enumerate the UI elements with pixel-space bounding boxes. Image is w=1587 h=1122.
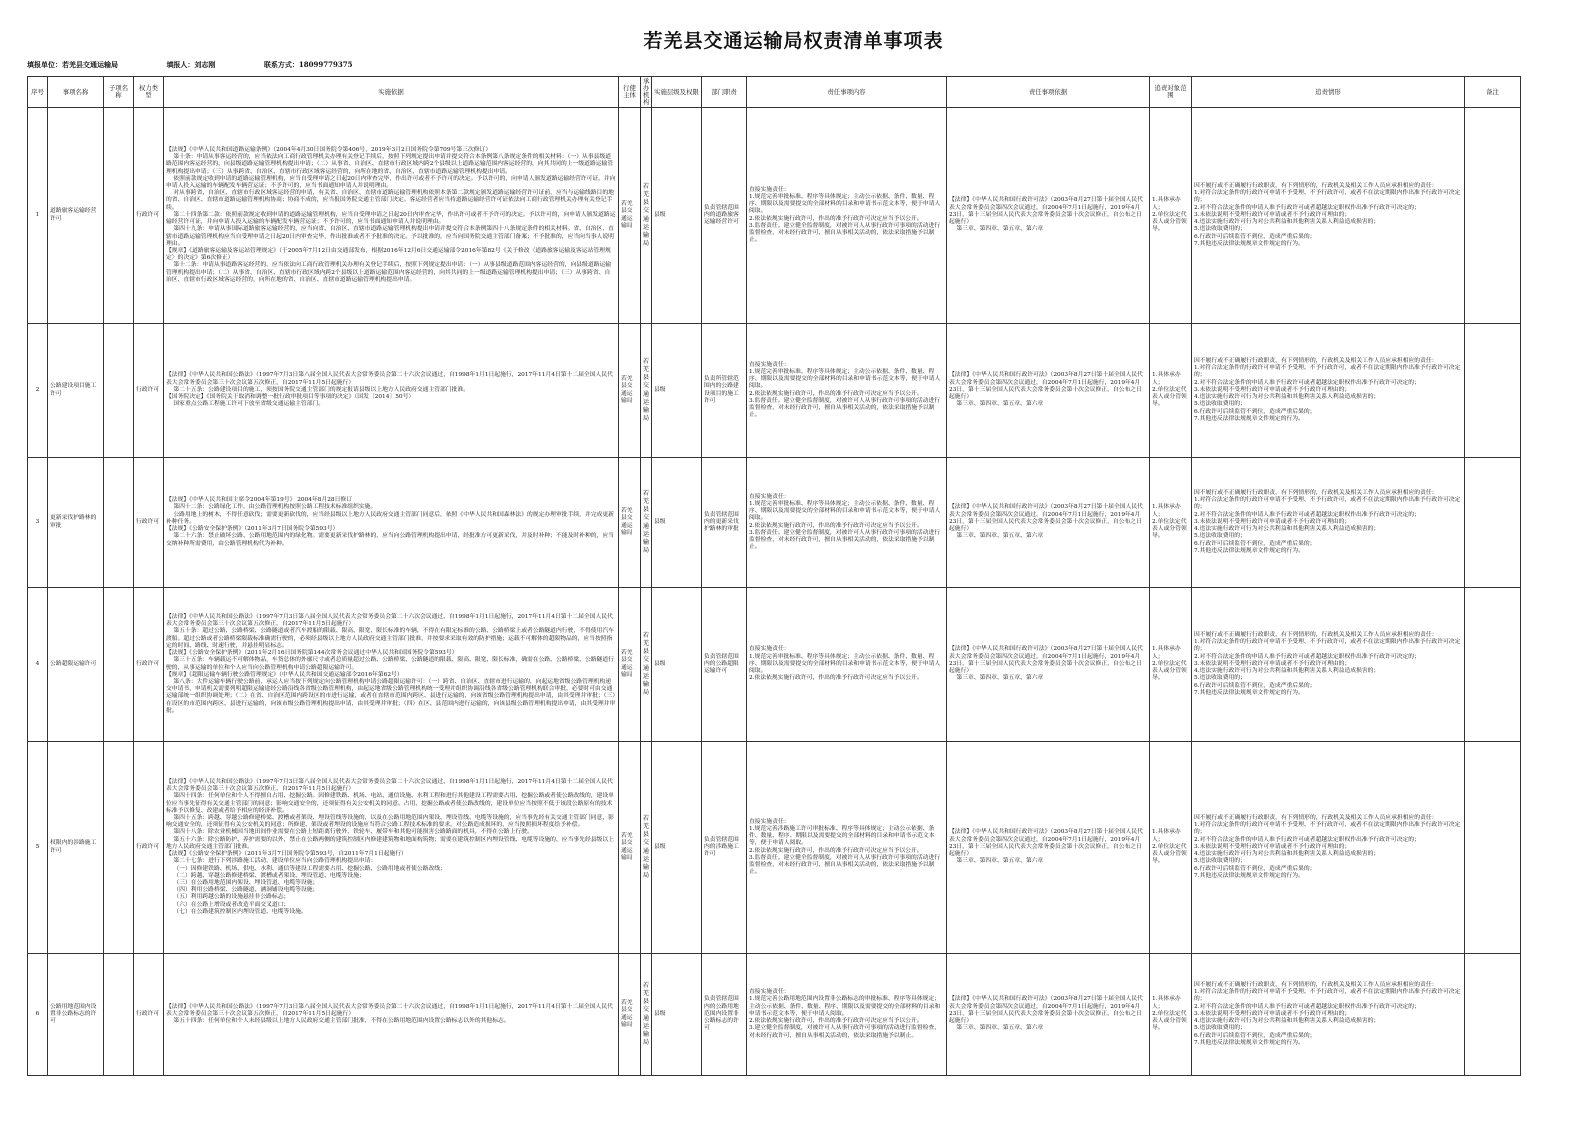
header-subject: 行使主体 bbox=[619, 77, 641, 108]
cell-item-name: 公路用地范围内设置非公路标志的许可 bbox=[48, 954, 104, 1076]
cell-note bbox=[1465, 458, 1521, 588]
cell-reason: 【法律】《中华人民共和国行政许可法》（2003年8月27日第十届全国人民代表大会常务委员会第四次会议通过，自2004年7月1日起施行，2019年4月23日，第十三届全国人民代表大会常务委员会第十次会议修正，自公布之日起施行） 第三章、第四章、第五章、第六章 bbox=[947, 588, 1150, 742]
cell-subject: 若羌县交通运输局 bbox=[619, 108, 641, 324]
cell-no: 3 bbox=[28, 458, 48, 588]
table-row bbox=[28, 588, 1521, 742]
cell-power-type: 行政许可 bbox=[134, 588, 164, 742]
cell-no: 1 bbox=[28, 108, 48, 324]
cell-power-type: 行政许可 bbox=[134, 458, 164, 588]
cell-item-name: 公路建设项目施工许可 bbox=[48, 324, 104, 458]
cell-note bbox=[1465, 954, 1521, 1076]
cell-target: 1.具体承办人； 2.单位法定代表人或分管领导。 bbox=[1150, 954, 1192, 1076]
filler-name: 填报人：刘志刚 bbox=[166, 60, 216, 69]
cell-basis: 【法规】《中华人民共和国道路运输条例》（2004年4月30日国务院令第406号，2019年3月2日国务院令第709号第三次修订） 第十条：申请从事客运经营的，应当依法向工商行政管理机关办理有关登记手续后，按照下列规定提出申请并提交符合本条例第八条规定条件的相关材料：（一）从事县级道路范围内客运经营的，向县级道路运输管理机构提出申请；（二）从事省、自治区、直辖市行政区域内跨2个县级以上道路运输范围内客运经营的，向其共同的上一级道路运输管理机构提出申请；（三）从事跨省、自治区、直辖市行政区域客运经营的，向所在地的省、自治区、直辖市道路运输管理机构提出申请。 依照前款规定收到申请的道路运输管理机构，应当自受理申请之日起20日内审查完毕，作出许可或者不予许可的决定。予以许可的，向申请人颁发道路运输经营许可证，并向申请人投入运输的车辆配发车辆营运证；不予许可的，应当书面通知申请人并说明理由。 对从事跨省、自治区、直辖市行政区域客运经营的申请，有关省、自治区、直辖市道路运输管理机构依照本条第二款规定颁发道路运输经营许可证前，应当与运输线路目的地的省、自治区、直辖市道路运输管理机构协商；协商不成的，应当报国务院交通主管部门决定。客运经营者应当持道路运输经营许可证依法向工商行政管理机关办理有关登记手续。 第二十四条第二款：依照前款规定收到申请的道路运输管理机构，应当自受理申请之日起20日内审查完毕，作出许可或者不予许可的决定。予以许可的，向申请人颁发道路运输经营许可证，并向申请人投入运输的车辆配发车辆营运证；不予许可的，应当书面通知申请人并说明理由。 第四十九条：申请从事国际道路旅客运输经营的，应当向省、自治区、直辖市道路运输管理机构提出申请并提交符合本条例第四十八条规定条件的相关材料。省、自治区、直辖市道路运输管理机构应当自受理申请之日起20日内审查完毕，作出批准或者不予批准的决定。予以批准的，应当向国务院交通主管部门备案；不予批准的，应当向当事人说明理由。 【规章】《道路旅客运输及客运站管理规定》（于2005年7月12日由交通部发布，根据2016年12月6日交通运输部令2016年第82号《关于修改〈道路旅客运输及客运站管理规定〉的决定》第6次修正） 第十二条：申请从事道路客运经营的，应当依法向工商行政管理机关办理有关登记手续后，按照下列规定提出申请：（一）从事县级道路范围内客运经营的，向县级道路运输管理机构提出申请；（二）从事省、自治区、直辖市行政区域内跨2个县级以上道路运输范围内客运经营的，向其共同的上一级道路运输管理机构提出申请；（三）从事跨省、自治区、直辖市行政区域客运经营的，向所在地的省、自治区、直辖市道路运输管理机构提出申请。 bbox=[164, 108, 619, 324]
cell-note bbox=[1465, 108, 1521, 324]
cell-cases: 因不履行或不正确履行行政职责，有下列情形的，行政机关及相关工作人员应承担相应的责任： 1.对符合法定条件的行政许可申请不予受理、不予行政许可，或者不在法定期限内作出准予行政许可决定的； 2.对不符合法定条件的申请人准予行政许可或者超越法定职权作出准予行政许可决定的； 3.未依法说明不受理行政许可申请或者不予行政许可理由的； 4.违法实施行政许可行为对公共利益和其他利害关系人利益造成损害的； 5.违法收取费用的； 6.行政许可后续监管不到位，造成严重后果的； 7.其他违反法律法规规章文件规定的行为。 bbox=[1192, 108, 1465, 324]
cell-no: 4 bbox=[28, 588, 48, 742]
cell-duty: 负责所管辖范围内的公路建设项目的施工许可 bbox=[702, 324, 747, 458]
header-sub-item: 子项名称 bbox=[104, 77, 134, 108]
table-row bbox=[28, 108, 1521, 324]
cell-content: 直接实施责任： 1.规范完善公路用地范围内设置非公路标志的审批标准、程序等具体规定；主动公示依据、条件、数量、程序、期限以及需要提交的全部材料的目录和申请书示范文本等，便于申请人阅取。 2.依法依规实施行政许可，作出的准予行政许可决定应当予以公开。 3.建立健全监督制度，对被许可人从事行政许可事项的活动进行监督检查，对未经行政许可，擅自从事相关活动的，依法采取措施予以制止。 bbox=[747, 954, 947, 1076]
cell-note bbox=[1465, 588, 1521, 742]
cell-org-text: 若羌县交通运输局 bbox=[642, 814, 650, 880]
cell-content: 直接实施责任： 1.规范完善涉路施工许可审批标准、程序等具体规定；主动公示依据、条件、数量、程序、期限以及需要提交的全部材料的目录和申请书示范文本等，便于申请人阅取。 2.依法依规实施行政许可，作出的准予行政许可决定应当予以公开。 3.监督责任。建立健全监督制度，对被许可人从事行政许可事项的活动进行监督检查，对未经行政许可，擅自从事相关活动的，依法采取措施予以制止。 bbox=[747, 742, 947, 954]
cell-content: 直接实施责任： 1.规范完善审批标准、程序等具体规定；主动公示依据、条件、数量、程序、期限以及需要提交的全部材料的目录和申请书示范文本等，便于申请人阅取。 2.依法依规实施行政许可，作出的准予行政许可决定应当予以公开。 3.监督责任。建立健全监督制度，对被许可人从事行政许可事项的活动进行监督检查，对未经行政许可，擅自从事相关活动的，依法采取措施予以制止。 bbox=[747, 324, 947, 458]
cell-target: 1.具体承办人； 2.单位法定代表人或分管领导。 bbox=[1150, 458, 1192, 588]
cell-sub-item bbox=[104, 954, 134, 1076]
cell-target: 1.具体承办人； 2.单位法定代表人或分管领导。 bbox=[1150, 742, 1192, 954]
cell-power-type: 行政许可 bbox=[134, 108, 164, 324]
cell-no: 5 bbox=[28, 742, 48, 954]
cell-duty: 负责管辖范围内的涉路施工许可 bbox=[702, 742, 747, 954]
header-reason: 责任事项依据 bbox=[947, 77, 1150, 108]
cell-duty: 负责管辖范围内的公路用地范围内设置非公路标志的许可 bbox=[702, 954, 747, 1076]
cell-content: 直接实施责任： 1.规范完善审批标准、程序等具体规定；主动公示依据、条件、数量、程序、期限以及需要提交的全部材料的目录和申请书示范文本等，便于申请人阅取。 2.依法依规实施行政许可，作出的准予行政许可决定应当予以公开。 3.监督责任。建立健全监督制度，对被许可人从事行政许可事项的活动进行监督检查，对未经行政许可，擅自从事相关活动的，依法采取措施予以制止。 bbox=[747, 458, 947, 588]
page-title: 若羌县交通运输局权责清单事项表 bbox=[643, 30, 944, 52]
header-no: 序号 bbox=[28, 77, 48, 108]
header-content: 责任事项内容 bbox=[747, 77, 947, 108]
cell-org bbox=[641, 108, 652, 324]
cell-reason: 【法律】《中华人民共和国行政许可法》（2003年8月27日第十届全国人民代表大会常务委员会第四次会议通过，自2004年7月1日起施行，2019年4月23日，第十三届全国人民代表大会常务委员会第十次会议修正，自公布之日起施行） 第三章、第四章、第五章、第六章 bbox=[947, 458, 1150, 588]
cell-content: 直接实施责任： 1.规范完善审批标准、程序等具体规定；主动公示依据、条件、数量、程序、期限以及需要提交的全部材料的目录和申请书示范文本等，便于申请人阅取。 2.依法依规实施行政许可，作出的准予行政许可决定应当予以公开。 bbox=[747, 588, 947, 742]
cell-reason: 【法律】《中华人民共和国行政许可法》（2003年8月27日第十届全国人民代表大会常务委员会第四次会议通过，自2004年7月1日起施行，2019年4月23日，第十三届全国人民代表大会常务委员会第十次会议修正，自公布之日起施行） 第三章、第四章、第五章、第六章 bbox=[947, 954, 1150, 1076]
cell-note bbox=[1465, 324, 1521, 458]
table-row bbox=[28, 458, 1521, 588]
header-power-type: 权力类型 bbox=[134, 77, 164, 108]
cell-org bbox=[641, 954, 652, 1076]
cell-sub-item bbox=[104, 742, 134, 954]
cell-subject: 若羌县交通运输局 bbox=[619, 458, 641, 588]
cell-target: 1.具体承办人； 2.单位法定代表人或分管领导。 bbox=[1150, 588, 1192, 742]
cell-target: 1.具体承办人； 2.单位法定代表人或分管领导。 bbox=[1150, 108, 1192, 324]
cell-org-text: 若羌县交通运输局 bbox=[642, 357, 650, 423]
header-basis: 实施依据 bbox=[164, 77, 619, 108]
cell-basis: 【法规】《中华人民共和国主席令2004年第19号》 2004年8月28日修订 第四十二条：公路绿化工作，由公路管理机构按照公路工程技术标准组织实施。 公路用地上的树木，不得任意砍伐；需要更新砍伐的，应当经县级以上地方人民政府交通主管部门同意后，依照《中华人民共和国森林法》的规定办理审批手续，并完成更新补种任务。 【法规】《公路安全保护条例》（2011年3月7日国务院令第593号） 第二十六条：禁止破坏公路、公路用地范围内的绿化物。需要更新采伐护路林的，应当向公路管理机构提出申请，经批准方可更新采伐，并及时补种；不能及时补种的，应当交纳补种所需费用，由公路管理机构代为补种。 bbox=[164, 458, 619, 588]
cell-power-type: 行政许可 bbox=[134, 954, 164, 1076]
cell-cases: 因不履行或不正确履行行政职责，有下列情形的，行政机关及相关工作人员应承担相应的责任： 1.对符合法定条件的行政许可申请不予受理、不予行政许可，或者不在法定期限内作出准予行政许可决定的； 2.对不符合法定条件的申请人准予行政许可或者超越法定职权作出准予行政许可决定的； 3.未依法说明不受理行政许可申请或者不予行政许可理由的； 4.违法实施行政许可行为对公共利益和其他利害关系人利益造成损害的； 5.违法收取费用的； 6.行政许可后续监管不到位，造成严重后果的； 7.其他违反法律法规规章文件规定的行为。 bbox=[1192, 458, 1465, 588]
cell-no: 6 bbox=[28, 954, 48, 1076]
cell-cases: 因不履行或不正确履行行政职责，有下列情形的，行政机关及相关工作人员应承担相应的责任： 1.对符合法定条件的行政许可申请不予受理、不予行政许可，或者不在法定期限内作出准予行政许可决定的； 2.对不符合法定条件的申请人准予行政许可或者超越法定职权作出准予行政许可决定的； 3.未依法说明不受理行政许可申请或者不予行政许可理由的； 4.违法实施行政许可行为对公共利益和其他利害关系人利益造成损害的； 5.违法收取费用的； 6.行政许可后续监管不到位，造成严重后果的； 7.其他违反法律法规规章文件规定的行为。 bbox=[1192, 742, 1465, 954]
cell-item-name: 公路超限运输许可 bbox=[48, 588, 104, 742]
cell-cases: 因不履行或不正确履行行政职责，有下列情形的，行政机关及相关工作人员应承担相应的责任： 1.对符合法定条件的行政许可申请不予受理、不予行政许可，或者不在法定期限内作出准予行政许可决定的； 2.对不符合法定条件的申请人准予行政许可或者超越法定职权作出准予行政许可决定的； 3.未依法说明不受理行政许可申请或者不予行政许可理由的； 4.违法实施行政许可行为对公共利益和其他利害关系人利益造成损害的； 5.违法收取费用的； 6.行政许可后续监管不到位，造成严重后果的； 7.其他违反法律法规规章文件规定的行为。 bbox=[1192, 954, 1465, 1076]
cell-content: 直接实施责任： 1.规范完善审批标准、程序等具体规定；主动公示依据、条件、数量、程序、期限以及需要提交的全部材料的目录和申请书示范文本等，便于申请人阅取。 2.依法依规实施行政许可，作出的准予行政许可决定应当予以公开。 3.监督责任。建立健全监督制度，对被许可人从事行政许可事项的活动进行监督检查，对未经行政许可，擅自从事相关活动的，依法采取措施予以制止。 bbox=[747, 108, 947, 324]
cell-item-name: 道路旅客运输经营许可 bbox=[48, 108, 104, 324]
cell-level: 县级 bbox=[652, 108, 702, 324]
cell-note bbox=[1465, 742, 1521, 954]
cell-reason: 【法律】《中华人民共和国行政许可法》（2003年8月27日第十届全国人民代表大会常务委员会第四次会议通过，自2004年7月1日起施行，2019年4月23日，第十三届全国人民代表大会常务委员会第十次会议修正，自公布之日起施行） 第三章、第四章、第五章、第六章 bbox=[947, 324, 1150, 458]
cell-level: 县级 bbox=[652, 458, 702, 588]
cell-sub-item bbox=[104, 458, 134, 588]
cell-subject: 若羌县交通运输局 bbox=[619, 954, 641, 1076]
cell-target: 1.具体承办人； 2.单位法定代表人或分管领导。 bbox=[1150, 324, 1192, 458]
cell-org bbox=[641, 742, 652, 954]
cell-subject: 若羌县交通运输局 bbox=[619, 588, 641, 742]
cell-duty: 负责管辖范围内的公路超限运输许可 bbox=[702, 588, 747, 742]
cell-subject: 若羌县交通运输局 bbox=[619, 742, 641, 954]
cell-item-name: 更新采伐护路林的审批 bbox=[48, 458, 104, 588]
cell-subject: 若羌县交通运输局 bbox=[619, 324, 641, 458]
cell-org-text: 若羌县交通运输局 bbox=[642, 981, 650, 1047]
header-level: 实施层级及权限 bbox=[652, 77, 702, 108]
header-item-name: 事项名称 bbox=[48, 77, 104, 108]
cell-power-type: 行政许可 bbox=[134, 742, 164, 954]
header-dept-duty: 部门职责 bbox=[702, 77, 747, 108]
cell-sub-item bbox=[104, 324, 134, 458]
cell-org-text: 若羌县交通运输局 bbox=[642, 631, 650, 697]
responsibility-table bbox=[27, 76, 1521, 1076]
cell-level: 县级 bbox=[652, 588, 702, 742]
cell-org-text: 若羌县交通运输局 bbox=[642, 489, 650, 555]
cell-org bbox=[641, 588, 652, 742]
cell-sub-item bbox=[104, 588, 134, 742]
cell-duty: 负责管辖范围内的更新采伐护路林的审批 bbox=[702, 458, 747, 588]
header-org: 承办机构 bbox=[641, 77, 652, 108]
table-header-row bbox=[28, 77, 1521, 108]
cell-reason: 【法律】《中华人民共和国行政许可法》（2003年8月27日第十届全国人民代表大会常务委员会第四次会议通过，自2004年7月1日起施行，2019年4月23日，第十三届全国人民代表大会常务委员会第十次会议修正，自公布之日起施行） 第三章、第四章、第五章、第六章 bbox=[947, 742, 1150, 954]
cell-cases: 因不履行或不正确履行行政职责，有下列情形的，行政机关及相关工作人员应承担相应的责任： 1.对符合法定条件的行政许可申请不予受理、不予行政许可，或者不在法定期限内作出准予行政许可决定的； 2.对不符合法定条件的申请人准予行政许可或者超越法定职权作出准予行政许可决定的； 3.未依法说明不受理行政许可申请或者不予行政许可理由的； 4.违法实施行政许可行为对公共利益和其他利害关系人利益造成损害的； 5.违法收取费用的； 6.行政许可后续监管不到位，造成严重后果的； 7.其他违反法律法规规章文件规定的行为。 bbox=[1192, 324, 1465, 458]
cell-reason: 【法律】《中华人民共和国行政许可法》（2003年8月27日第十届全国人民代表大会常务委员会第四次会议通过，自2004年7月1日起施行，2019年4月23日，第十三届全国人民代表大会常务委员会第十次会议修正，自公布之日起施行） 第三章、第四章、第五章、第六章 bbox=[947, 108, 1150, 324]
header-cases: 追责情形 bbox=[1192, 77, 1465, 108]
cell-basis: 【法律】《中华人民共和国公路法》（1997年7月3日第八届全国人民代表大会常务委员会第二十六次会议通过，自1998年1月1日起施行，2017年11月4日第十二届全国人民代表大会常务委员会第三十次会议第五次修正，自2017年11月5日起施行） 第五十四条：任何单位和个人未经县级以上地方人民政府交通主管部门批准，不得在公路用地范围内设置公路标志以外的其他标志。 bbox=[164, 954, 619, 1076]
cell-no: 2 bbox=[28, 324, 48, 458]
contact-phone: 联系方式：18099779375 bbox=[263, 60, 353, 69]
cell-basis: 【法律】《中华人民共和国公路法》（1997年7月3日第八届全国人民代表大会常务委员会第二十六次会议通过，自1998年1月1日起施行，2017年11月4日第十二届全国人民代表大会常务委员会第三十次会议第五次修正，自2017年11月5日起施行） 第四十四条：任何单位和个人不得擅自占用、挖掘公路。因修建铁路、机场、电站、通信设施、水利工程和进行其他建设工程需要占用、挖掘公路或者使公路改线的，建设单位应当事先征得有关交通主管部门的同意；影响交通安全的，还须征得有关公安机关的同意。占用、挖掘公路或者使公路改线的，建设单位应当按照不低于该段公路原有的技术标准予以修复、改建或者给予相应的经济补偿。 第四十五条：跨越、穿越公路修建桥梁、渡槽或者架设、埋设管线等设施的，以及在公路用地范围内架设、埋设管线、电缆等设施的，应当事先经有关交通主管部门同意，影响交通安全的，还须征得有关公安机关的同意；所修建、架设或者埋设的设施应当符合公路工程技术标准的要求。对公路造成损坏的，应当按照损坏程度给予补偿。 第四十八条：除农业机械因当地田间作业需要在公路上短距离行驶外，铁轮车、履带车和其他可能损害公路路面的机具，不得在公路上行驶。 第五十六条：除公路防护、养护需要的以外，禁止在公路两侧的建筑控制区内修建建筑物和地面构筑物；需要在建筑控制区内埋设管线、电缆等设施的，应当事先经县级以上地方人民政府交通主管部门批准。 【法规】《公路安全保护条例》（2011年3月7日国务院令第593号，自2011年7月1日起施行） 第二十七条：进行下列涉路施工活动，建设单位应当向公路管理机构提出申请： （一）因修建铁路、机场、供电、水利、通信等建设工程需要占用、挖掘公路、公路用地或者使公路改线； （二）跨越、穿越公路修建桥梁、渡槽或者架设、埋设管道、电缆等设施； （三）在公路用地范围内架设、埋设管道、电缆等设施； （四）利用公路桥梁、公路隧道、涵洞铺设电缆等设施； （五）利用跨越公路的设施悬挂非公路标志； （六）在公路上增设或者改造平面交叉道口； （七）在公路建筑控制区内埋设管道、电缆等设施。 bbox=[164, 742, 619, 954]
header-note: 备注 bbox=[1465, 77, 1521, 108]
cell-power-type: 行政许可 bbox=[134, 324, 164, 458]
cell-basis: 【法律】《中华人民共和国公路法》（1997年7月3日第八届全国人民代表大会常务委员会第二十六次会议通过，自1998年1月1日起施行，2017年11月4日第十二届全国人民代表大会常务委员会第三十次会议第五次修正，自2017年11月5日起施行） 第五十条：超过公路、公路桥梁、公路隧道或者汽车渡船的限载、限高、限宽、限长标准的车辆，不得在有限定标准的公路、公路桥梁上或者公路隧道内行驶，不得使用汽车渡船。超过公路或者公路桥梁限载标准确需行驶的，必须经县级以上地方人民政府交通主管部门批准，并按要求采取有效的防护措施；运载不可解体的超限物品的，应当按照指定的时间、路线、时速行驶，并悬挂明显标志。 【法规】《公路安全保护条例》（2011年2月16日国务院第144次常务会议通过中华人民共和国国务院令第593号） 第三十五条：车辆载运不可解体物品，车货总体的外廓尺寸或者总质量超过公路、公路桥梁、公路隧道的限载、限高、限宽、限长标准，确需在公路、公路桥梁、公路隧道行驶的，从事运输的单位和个人应当向公路管理机构申请公路超限运输许可。 【规章】《超限运输车辆行驶公路管理规定》（中华人民共和国交通运输部令2016年第62号） 第八条：大件运输车辆行驶公路前，承运人应当按下列规定向公路管理机构申请公路超限运输许可：（一）跨省、自治区、直辖市进行运输的，向起运地省级公路管理机构递交申请书，申请机关需要列明超限运输途经公路沿线各省级公路管理机构，由起运地省级公路管理机构统一受理并组织协调沿线各省级公路管理机构联合审批，必要时可由交通运输部统一组织协调处理；（二）在省、自治区范围内跨设区的市进行运输，或者在直辖市范围内跨区、县进行运输的，向该省级公路管理机构提出申请，由其受理并审批；（三）在设区的市范围内跨区、县进行运输的，向该市级公路管理机构提出申请，由其受理并审批；（四）在区、县范围内进行运输的，向该县级公路管理机构提出申请，由其受理并审批。 bbox=[164, 588, 619, 742]
form-meta bbox=[27, 60, 398, 70]
header-target: 追责对象范围 bbox=[1150, 77, 1192, 108]
table-row bbox=[28, 324, 1521, 458]
cell-cases: 因不履行或不正确履行行政职责，有下列情形的，行政机关及相关工作人员应承担相应的责任： 1.对符合法定条件的行政许可申请不予受理、不予行政许可，或者不在法定期限内作出准予行政许可决定的； 2.对不符合法定条件的申请人准予行政许可或者超越法定职权作出准予行政许可决定的； 3.未依法说明不受理行政许可申请或者不予行政许可理由的； 4.违法实施行政许可行为对公共利益和其他利害关系人利益造成损害的； 5.违法收取费用的； 6.行政许可后续监管不到位，造成严重后果的； 7.其他违反法律法规规章文件规定的行为。 bbox=[1192, 588, 1465, 742]
table-row bbox=[28, 742, 1521, 954]
cell-level: 县级 bbox=[652, 954, 702, 1076]
cell-duty: 负责管辖范围内的道路旅客运输经营许可 bbox=[702, 108, 747, 324]
cell-level: 县级 bbox=[652, 742, 702, 954]
table-row bbox=[28, 954, 1521, 1076]
cell-org bbox=[641, 458, 652, 588]
cell-org-text: 若羌县交通运输局 bbox=[642, 182, 650, 248]
fill-unit: 填报单位：若羌县交通运输局 bbox=[27, 60, 118, 69]
cell-org bbox=[641, 324, 652, 458]
cell-sub-item bbox=[104, 108, 134, 324]
cell-level: 县级 bbox=[652, 324, 702, 458]
cell-basis: 【法律】《中华人民共和国公路法》（1997年7月3日第八届全国人民代表大会常务委员会第二十六次会议通过，自1998年1月1日起施行，2017年11月4日第十二届全国人民代表大会常务委员会第三十次会议第五次修正，自2017年11月5日起施行） 第二十五条：公路建设项目的施工，须按国务院交通主管部门的规定报请县级以上地方人民政府交通主管部门批准。 【国务院决定】《国务院关于取消和调整一批行政审批项目等事项的决定》（国发〔2014〕50号） 国家重点公路工程施工许可下放至省级交通运输主管部门。 bbox=[164, 324, 619, 458]
cell-item-name: 权限内的涉路施工许可 bbox=[48, 742, 104, 954]
